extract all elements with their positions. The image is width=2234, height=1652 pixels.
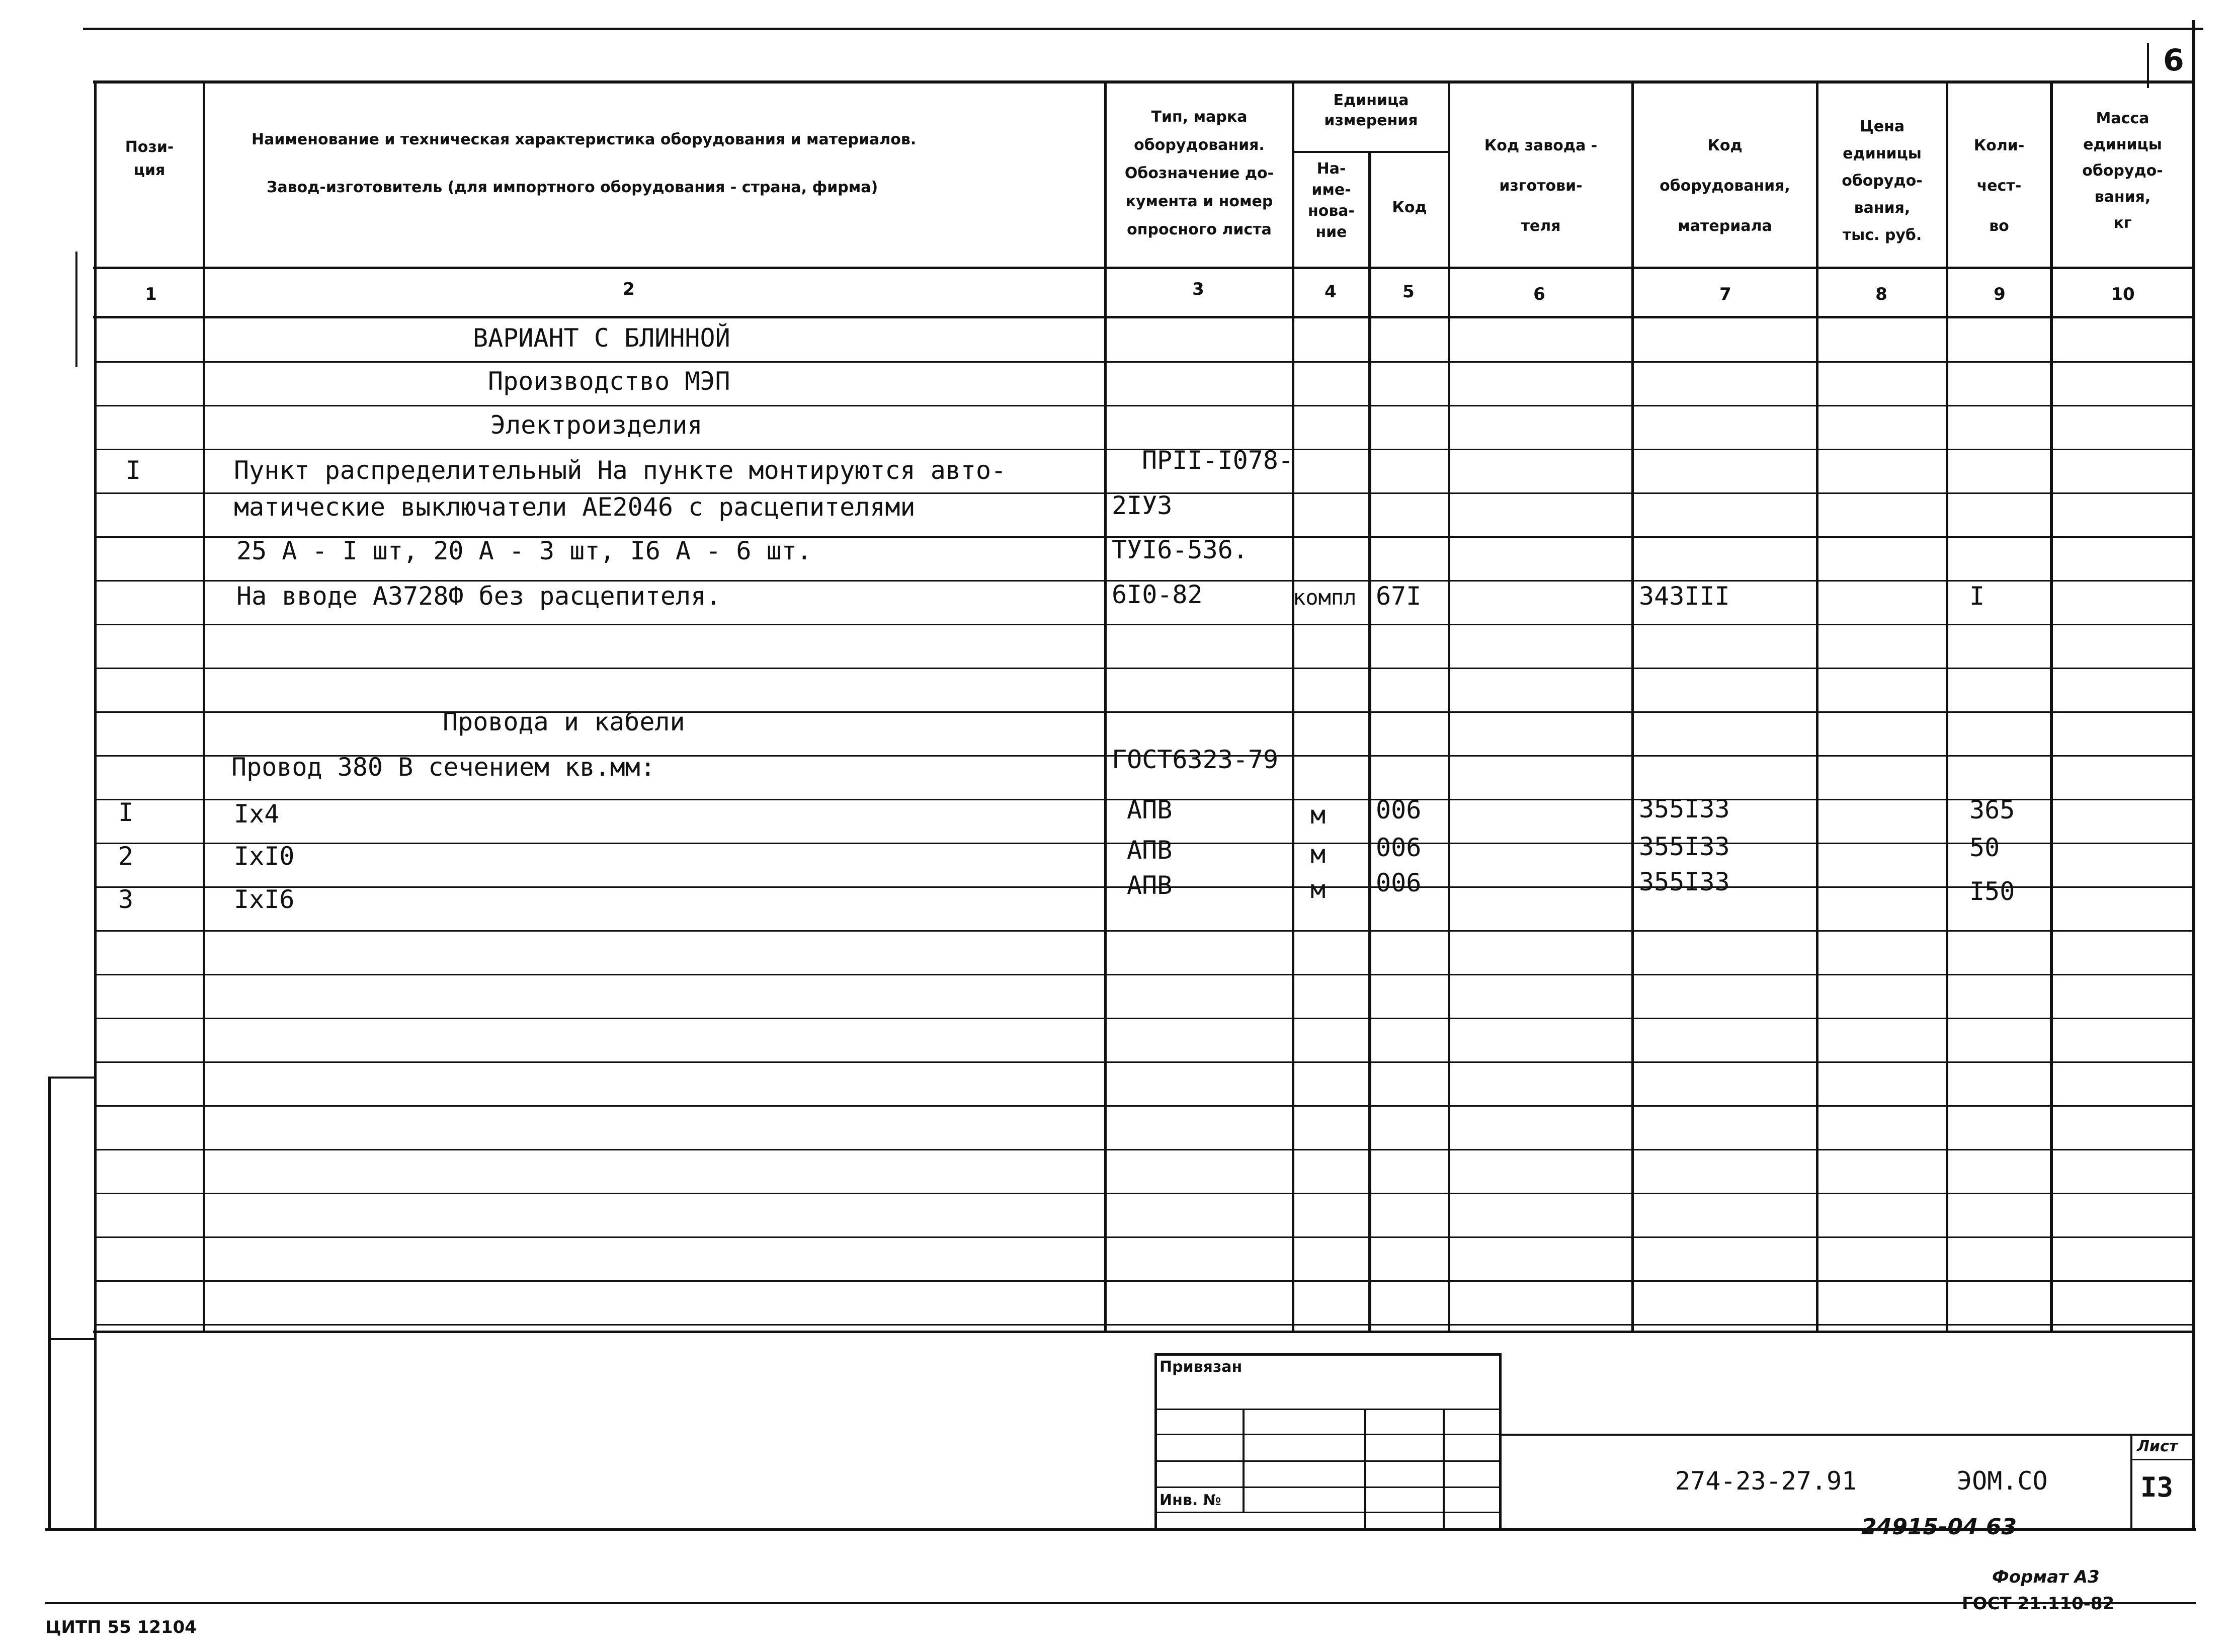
- header-col2-line2: Завод-изготовитель (для импортного оборудования - страна, фирма): [267, 179, 878, 196]
- table-row-11-equip: 355I33: [1639, 794, 1730, 823]
- row-separator-line: [96, 1149, 2193, 1150]
- table-row-0-name: ВАРИАНТ С БЛИННОЙ: [473, 323, 730, 353]
- row-separator-line: [96, 361, 2193, 363]
- stamp-doc-code: 274-23-27.91: [1675, 1466, 1857, 1496]
- row-separator-line: [96, 974, 2193, 975]
- colnum-3: 3: [1192, 279, 1204, 299]
- table-row-13-type: АПВ: [1127, 871, 1173, 900]
- row-separator-line: [96, 711, 2193, 713]
- col-line-0: [94, 80, 97, 1529]
- lower-margin-line: [45, 1602, 2196, 1604]
- table-bottom-line: [93, 1331, 2193, 1333]
- col-line-9: [2050, 80, 2053, 1333]
- gost-label: ГОСТ 21.110-82: [1962, 1594, 2115, 1614]
- colnum-8: 8: [1875, 284, 1887, 304]
- header-col7: Код оборудования, материала: [1660, 137, 1790, 235]
- table-row-3-type: ПРII-I078-: [1142, 446, 1294, 475]
- colnum-1: 1: [145, 284, 157, 304]
- colnum-bottom-line: [93, 316, 2193, 318]
- table-row-11-unit: м: [1310, 800, 1326, 830]
- row-separator-line: [96, 1105, 2193, 1107]
- table-row-12-name: IхI0: [234, 842, 295, 871]
- row-separator-line: [96, 1061, 2193, 1063]
- col-line-8: [1946, 80, 1948, 1333]
- colnum-6: 6: [1533, 284, 1545, 304]
- colnum-9: 9: [1994, 284, 2006, 304]
- stamp-sheet-number: I3: [2140, 1471, 2174, 1503]
- colnum-4: 4: [1325, 282, 1337, 302]
- table-row-3-name: Пункт распределительный На пункте монтируются авто-: [234, 456, 1007, 485]
- colnum-2: 2: [623, 279, 635, 299]
- format-label: Формат А3: [1992, 1567, 2100, 1587]
- table-row-13-qty: I50: [1969, 877, 2015, 906]
- row-separator-line: [96, 1324, 2193, 1326]
- header-col9: Коли- чест- во: [1973, 137, 2025, 235]
- table-row-6-equip: 343III: [1639, 582, 1730, 611]
- table-row-11-type: АПВ: [1127, 795, 1173, 824]
- header-col5: Код: [1392, 199, 1427, 216]
- bottom-left-code: ЦИТП 55 12104: [45, 1617, 197, 1637]
- row-separator-line: [96, 668, 2193, 669]
- header-col1: Пози- ция: [125, 138, 174, 179]
- row-separator-line: [96, 1280, 2193, 1282]
- table-row-6-type: 6I0-82: [1112, 580, 1203, 609]
- stamp-inv-no: Инв. №: [1160, 1492, 1221, 1509]
- table-row-12-type: АПВ: [1127, 836, 1173, 865]
- left-margin-mark-2: [48, 1077, 51, 1529]
- table-row-3-pos: I: [126, 456, 141, 485]
- header-col4: На- име- нова- ние: [1307, 160, 1355, 241]
- row-separator-line: [96, 624, 2193, 625]
- table-row-12-pos: 2: [118, 842, 134, 871]
- table-row-4-type: 2IУЗ: [1112, 491, 1173, 520]
- header-col10: Масса единицы оборудо- вания, кг: [2082, 110, 2163, 232]
- stamp-privyazan: Привязан: [1160, 1358, 1243, 1376]
- table-row-6-name: На вводе А3728Ф без расцепителя.: [236, 582, 721, 611]
- table-row-6-unit: компл: [1293, 585, 1357, 610]
- col-line-1: [203, 80, 205, 1333]
- row-separator-line: [96, 930, 2193, 932]
- table-row-9-name: Провода и кабели: [443, 707, 685, 736]
- table-row-12-qty: 50: [1969, 833, 2000, 862]
- table-row-13-equip: 355I33: [1639, 867, 1730, 896]
- col-line-3: [1292, 80, 1294, 1333]
- col-line-4: [1368, 151, 1371, 1333]
- table-row-11-qty: 365: [1969, 795, 2015, 824]
- table-row-6-code: 67I: [1376, 582, 1422, 611]
- right-border-line: [2192, 20, 2195, 1529]
- table-row-5-name: 25 А - I шт, 20 А - 3 шт, I6 А - 6 шт.: [236, 536, 812, 565]
- row-separator-line: [96, 1193, 2193, 1194]
- table-top-line: [93, 80, 2193, 84]
- table-row-11-code: 006: [1376, 795, 1422, 824]
- table-row-1-name: Производство МЭП: [488, 367, 730, 396]
- col-line-6: [1631, 80, 1634, 1333]
- table-row-2-name: Электроизделия: [490, 410, 703, 440]
- left-margin-mark: [75, 252, 77, 367]
- header-col45-group: Единица измерения: [1324, 92, 1418, 129]
- stamp-sheet-label: Лист: [2137, 1438, 2178, 1455]
- table-row-6-qty: I: [1969, 582, 1985, 611]
- handwritten-number: 24915-04 63: [1861, 1514, 2017, 1540]
- col-line-7: [1816, 80, 1818, 1333]
- row-separator-line: [96, 405, 2193, 406]
- table-row-13-name: IхI6: [234, 885, 295, 914]
- sheet-corner-number: 6: [2163, 43, 2184, 78]
- table-row-10-type: ГОСТ6323-79: [1112, 745, 1279, 774]
- table-row-13-code: 006: [1376, 868, 1422, 897]
- row-separator-line: [96, 1018, 2193, 1019]
- table-row-13-unit: м: [1310, 875, 1326, 904]
- col-line-5: [1448, 80, 1450, 1333]
- table-row-5-type: ТУI6-536.: [1112, 535, 1248, 564]
- header-col3: Тип, марка оборудования. Обозначение до- кумента и номер опросного листа: [1124, 108, 1274, 238]
- table-row-13-pos: 3: [118, 885, 134, 914]
- header-col2-line1: Наименование и техническая характеристика оборудования и материалов.: [252, 131, 917, 148]
- header-col8: Цена единицы оборудо- вания, тыс. руб.: [1842, 118, 1923, 244]
- colnum-5: 5: [1402, 282, 1415, 302]
- row-separator-line: [96, 1236, 2193, 1238]
- table-row-12-unit: м: [1310, 840, 1326, 869]
- table-row-12-code: 006: [1376, 833, 1422, 862]
- table-row-11-name: Iх4: [234, 799, 280, 829]
- header-col6: Код завода - изготови- теля: [1484, 137, 1598, 235]
- unit-group-divider: [1292, 151, 1449, 153]
- left-margin-tick-2: [48, 1338, 96, 1340]
- top-border-line: [83, 28, 2203, 30]
- table-row-11-pos: I: [118, 798, 134, 827]
- table-row-12-equip: 355I33: [1639, 832, 1730, 861]
- col-line-2: [1104, 80, 1107, 1333]
- stamp-doc-mark: ЭОМ.СО: [1957, 1466, 2048, 1496]
- colnum-10: 10: [2111, 284, 2135, 304]
- left-margin-tick-1: [48, 1077, 96, 1079]
- header-bottom-line: [93, 267, 2193, 269]
- table-row-4-name: матические выключатели АЕ2046 с расцепителями: [234, 492, 916, 522]
- table-row-10-name: Провод 380 В сечением кв.мм:: [231, 753, 655, 782]
- colnum-7: 7: [1719, 284, 1731, 304]
